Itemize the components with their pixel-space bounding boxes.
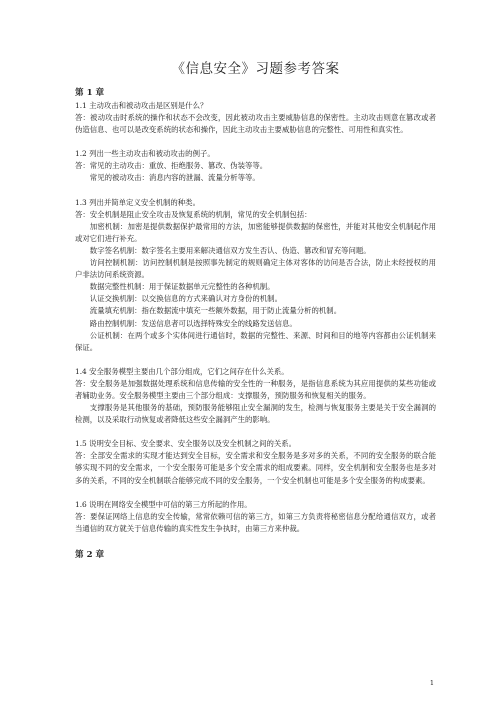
mechanism-data-integrity: 数据完整性机制：用于保证数据单元完整性的各种机制。 bbox=[89, 282, 275, 292]
answer-1-4-continued: 支撑服务是其他服务的基础，预防服务能够阻止安全漏洞的发生，检测与恢复服务主要是关于安全漏洞的检测，以及采取行动恢复或者降低这些安全漏洞产生的影响。 bbox=[75, 403, 436, 425]
answer-1-3: 答：安全机制是阻止安全攻击及恢复系统的机制，常见的安全机制包括： bbox=[75, 209, 312, 219]
question-1-2: 1.2 列出一些主动攻击和被动攻击的例子。 bbox=[75, 149, 215, 159]
chapter-heading-2: 第 2 章 bbox=[75, 549, 105, 560]
page-number: 1 bbox=[429, 679, 434, 687]
mechanism-digital-signature: 数字签名机制：数字签名主要用来解决通信双方发生否认、伪造、篡改和冒充等问题。 bbox=[89, 245, 371, 255]
answer-1-1: 答：被动攻击时系统的操作和状态不会改变，因此被动攻击主要威胁信息的保密性。主动攻击则意在篡改或者伪造信息、也可以是改变系统的状态和操作，因此主动攻击主要威胁信息的完整性、可用性和真实性。 bbox=[75, 113, 436, 135]
document-title: 《信息安全》习题参考答案 bbox=[171, 61, 340, 77]
answer-1-4: 答：安全服务是加强数据处理系统和信息传输的安全性的一种服务，是指信息系统为其应用提供的某些功能或者辅助业务。安全服务模型主要由三个部分组成：支撑服务，预防服务和恢复相关的服务。 bbox=[75, 378, 436, 400]
question-1-1: 1.1 主动攻击和被动攻击是区别是什么？ bbox=[75, 101, 208, 110]
question-1-6: 1.6 说明在网络安全模型中可信的第三方所起的作用。 bbox=[75, 499, 252, 509]
question-1-5: 1.5 说明安全目标、安全要求、安全服务以及安全机制之间的关系。 bbox=[75, 439, 297, 449]
answer-1-2-continued: 常见的被动攻击：消息内容的泄漏、流量分析等等。 bbox=[89, 173, 260, 183]
question-1-4: 1.4 安全服务模型主要由几个部分组成，它们之间存在什么关系。 bbox=[75, 366, 289, 376]
answer-1-2: 答：常见的主动攻击：重放、拒绝服务、篡改、伪装等等。 bbox=[75, 161, 268, 171]
question-1-3: 1.3 列出并简单定义安全机制的种类。 bbox=[75, 197, 200, 207]
chapter-heading: 第 1 章 bbox=[75, 88, 105, 98]
answer-1-6: 答：要保证网络上信息的安全传输，常常依赖可信的第三方，如第三方负责将秘密信息分配给通信双方，或者当通信的双方就关于信息传输的真实性发生争执时，由第三方来仲裁。 bbox=[75, 511, 436, 533]
mechanism-access-control: 访问控制机制：访问控制机制是按照事先制定的规则确定主体对客体的访问是否合法，防止未经授权的用户非法访问系统资源。 bbox=[75, 258, 436, 280]
mechanism-routing-control: 路由控制机制：发送信息者可以选择特殊安全的线路发送信息。 bbox=[89, 318, 297, 328]
answer-1-5: 答：全部安全需求的实现才能达到安全目标，安全需求和安全服务是多对多的关系，不同的安全服务的联合能够实现不同的安全需求，一个安全服务可能是多个安全需求的组成要素。同样，安全机制和安全服务也是多对多的关系，不同的安全机制联合能够完成不同的安全服务，一个安全机制也可能是多个安全服务的构成要素。 bbox=[75, 451, 436, 485]
mechanism-traffic-padding: 流量填充机制：指在数据流中填充一些额外数据，用于防止流量分析的机制。 bbox=[89, 306, 342, 316]
mechanism-encryption: 加密机制：加密是提供数据保护最常用的方法，加密能够提供数据的保密性，并能对其他安全机制起作用或对它们进行补充。 bbox=[75, 221, 436, 243]
mechanism-authentication-exchange: 认证交换机制：以交换信息的方式来确认对方身份的机制。 bbox=[89, 294, 282, 304]
mechanism-notarization: 公证机制：在两个或多个实体间进行通信时，数据的完整性、来源、时间和目的地等内容都由公证机制来保证。 bbox=[75, 330, 436, 352]
